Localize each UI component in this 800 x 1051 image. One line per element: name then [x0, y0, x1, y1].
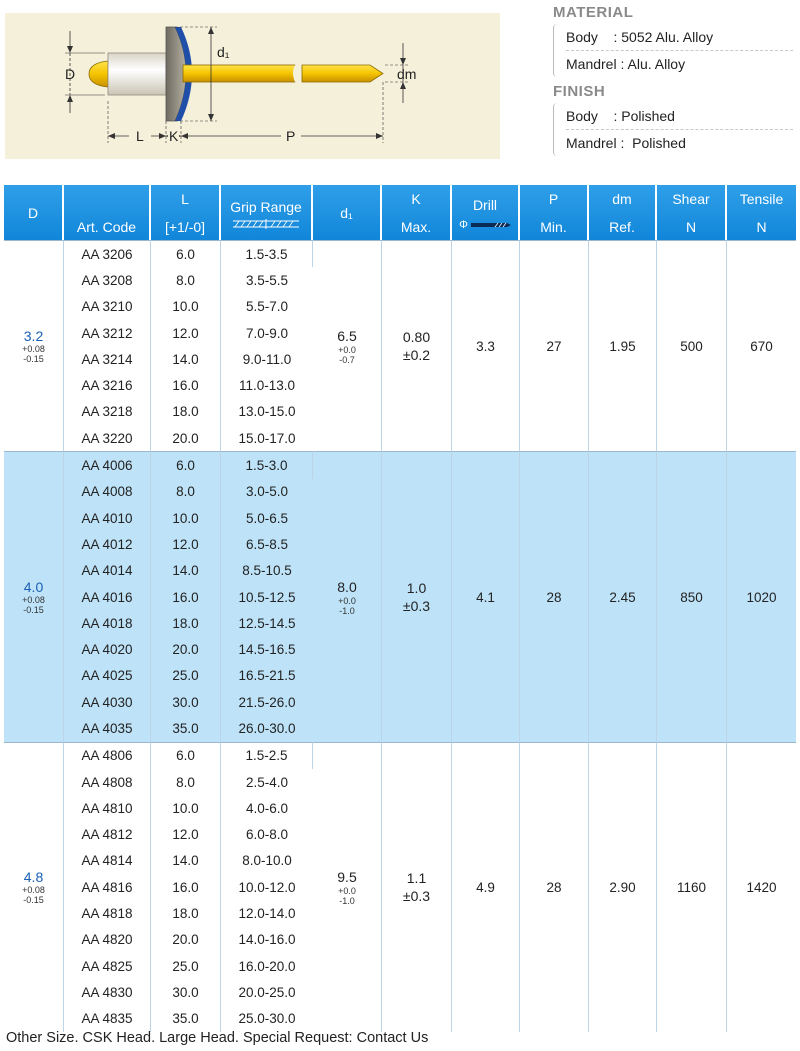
material-section	[553, 2, 793, 77]
grip-range-cell: 1.5-3.5	[221, 240, 313, 267]
art-code-cell: AA 3220	[64, 425, 151, 451]
grip-range-cell: 1.5-3.0	[221, 451, 313, 478]
length-cell: 35.0	[151, 715, 221, 741]
drill-cell: 4.9	[452, 742, 520, 1032]
art-code-cell: AA 4010	[64, 505, 151, 531]
d1-cell	[313, 451, 382, 741]
length-cell: 6.0	[151, 451, 221, 478]
d1-tol-plus: +0.0	[338, 596, 356, 606]
p-cell: 28	[520, 451, 589, 741]
col-shear: Shear N	[657, 185, 727, 240]
table-row	[4, 240, 796, 267]
length-cell: 12.0	[151, 320, 221, 346]
diameter-tol-minus: -0.15	[23, 605, 44, 615]
grip-range-cell: 13.0-15.0	[238, 404, 296, 420]
grip-range-cell: 21.5-26.0	[221, 689, 313, 715]
length-cell: 18.0	[151, 610, 221, 636]
col-l: L [+1/-0]	[151, 185, 221, 240]
material-title: MATERIAL	[553, 4, 634, 21]
grip-range-cell: 11.0-13.0	[238, 378, 296, 394]
length-cell: 6.0	[151, 742, 221, 769]
length-cell: 20.0	[151, 425, 221, 451]
art-code-cell: AA 4820	[64, 927, 151, 953]
diameter-tol-plus: +0.08	[22, 885, 45, 896]
col-k: K Max.	[382, 185, 452, 240]
group-d-3-2	[4, 240, 796, 451]
length-cell: 30.0	[151, 689, 221, 715]
p-cell: 28	[520, 742, 589, 1032]
art-code-cell: AA 4830	[64, 979, 151, 1005]
footer-note: Other Size. CSK Head. Large Head. Special Request: Contact Us	[6, 1030, 429, 1046]
grip-range-cell: 6.5-8.5	[221, 531, 313, 557]
art-code-cell: AA 4006	[64, 451, 151, 478]
tensile-cell: 1420	[727, 742, 796, 1032]
d1-tol-plus: +0.0	[338, 345, 356, 356]
label-d: D	[65, 66, 76, 82]
k-cell	[382, 451, 452, 741]
grip-range-cell: 12.5-14.5	[221, 610, 313, 636]
col-dm: dm Ref.	[589, 185, 657, 240]
length-cell: 12.0	[151, 531, 221, 557]
grip-range-cell: 26.0-30.0	[221, 715, 313, 741]
diameter-tol-minus: -0.15	[23, 354, 44, 365]
art-code-cell: AA 4814	[64, 848, 151, 874]
grip-range-cell: 7.0-9.0	[245, 325, 289, 341]
grip-range-cell: 16.5-21.5	[221, 663, 313, 689]
d1-tol-minus: -1.0	[339, 606, 355, 616]
art-code-cell: AA 4816	[64, 874, 151, 900]
art-code-cell: AA 3208	[64, 267, 151, 293]
d1-tol-plus: +0.0	[338, 886, 356, 897]
art-code-cell: AA 4030	[64, 689, 151, 715]
art-code-cell: AA 4812	[64, 822, 151, 848]
p-cell: 27	[520, 240, 589, 451]
rivet-body	[108, 53, 166, 95]
col-drill: Drill Φ	[452, 185, 520, 240]
grip-range-cell: 15.0-17.0	[238, 430, 296, 446]
finish-section	[553, 81, 793, 156]
art-code-cell: AA 4018	[64, 610, 151, 636]
d1-value: 8.0	[337, 579, 357, 595]
group-d-4-8	[4, 742, 796, 1032]
grip-range-cell: 10.5-12.5	[221, 584, 313, 610]
rivet-spec-table	[4, 185, 796, 1032]
drill-cell: 4.1	[452, 451, 520, 741]
art-code-cell: AA 4014	[64, 558, 151, 584]
material-row-body: Body : 5052 Alu. Alloy	[566, 29, 714, 45]
length-cell: 14.0	[151, 848, 221, 874]
label-l: L	[136, 128, 144, 144]
diameter-tol-plus: +0.08	[22, 344, 45, 355]
diameter-value: 4.0	[23, 579, 44, 595]
art-code-cell: AA 4025	[64, 663, 151, 689]
finish-title: FINISH	[553, 83, 606, 100]
art-code-cell: AA 4020	[64, 636, 151, 662]
grip-range-cell: 25.0-30.0	[238, 1011, 296, 1027]
art-code-cell: AA 3214	[64, 346, 151, 372]
grip-range-cell: 8.0-10.0	[242, 853, 292, 869]
length-cell: 20.0	[151, 636, 221, 662]
k-value: 0.80	[402, 329, 431, 346]
art-code-cell: AA 4835	[64, 1006, 151, 1032]
grip-range-cell: 5.5-7.0	[245, 299, 289, 315]
length-cell: 8.0	[151, 479, 221, 505]
art-code-cell: AA 3212	[64, 320, 151, 346]
shear-cell: 1160	[657, 742, 727, 1032]
col-p: P Min.	[520, 185, 589, 240]
grip-range-cell: 9.0-11.0	[242, 351, 292, 367]
col-tensile: Tensile N	[727, 185, 796, 240]
header-row	[4, 185, 796, 240]
grip-range-cell: 10.0-12.0	[238, 879, 296, 895]
diameter-tol-plus: +0.08	[22, 595, 45, 605]
length-cell: 10.0	[151, 795, 221, 821]
diameter-cell	[4, 451, 64, 741]
diameter-cell	[4, 742, 64, 1032]
k-cell	[382, 240, 452, 451]
grip-range-icon	[231, 219, 301, 229]
col-art-code: Art. Code	[64, 185, 151, 240]
tensile-cell: 1020	[727, 451, 796, 741]
finish-row-body: Body : Polished	[566, 108, 675, 124]
art-code-cell: AA 4008	[64, 479, 151, 505]
length-cell: 6.0	[151, 240, 221, 267]
d1-value: 9.5	[337, 869, 357, 886]
col-d1: d₁	[313, 185, 382, 240]
k-tolerance: ±0.3	[402, 598, 431, 614]
d1-tol-minus: -1.0	[339, 896, 355, 907]
grip-range-cell: 14.0-16.0	[238, 932, 296, 948]
length-cell: 35.0	[151, 1006, 221, 1032]
length-cell: 30.0	[151, 979, 221, 1005]
art-code-cell: AA 3218	[64, 399, 151, 425]
length-cell: 14.0	[151, 558, 221, 584]
k-tolerance: ±0.2	[402, 347, 431, 364]
drill-cell: 3.3	[452, 240, 520, 451]
finish-box	[553, 103, 793, 156]
dm-cell: 2.90	[589, 742, 657, 1032]
shear-cell: 500	[657, 240, 727, 451]
length-cell: 16.0	[151, 584, 221, 610]
group-d-4-0	[4, 451, 796, 741]
table-row	[4, 742, 796, 769]
d1-cell	[313, 240, 382, 451]
table-row	[4, 451, 796, 478]
art-code-cell: AA 4012	[64, 531, 151, 557]
grip-range-cell: 8.5-10.5	[221, 558, 313, 584]
grip-range-cell: 4.0-6.0	[245, 800, 289, 816]
diameter-cell	[4, 240, 64, 451]
dm-cell: 1.95	[589, 240, 657, 451]
length-cell: 8.0	[151, 769, 221, 795]
grip-range-cell: 20.0-25.0	[238, 984, 296, 1000]
rivet-diagram	[5, 13, 500, 159]
diameter-value: 4.8	[23, 869, 44, 886]
art-code-cell: AA 4806	[64, 742, 151, 769]
label-k: K	[169, 128, 179, 144]
art-code-cell: AA 4016	[64, 584, 151, 610]
length-cell: 10.0	[151, 505, 221, 531]
length-cell: 8.0	[151, 267, 221, 293]
art-code-cell: AA 3216	[64, 372, 151, 398]
length-cell: 20.0	[151, 927, 221, 953]
drill-bit-icon	[471, 221, 511, 229]
grip-range-cell: 12.0-14.0	[238, 906, 296, 922]
grip-range-cell: 14.5-16.5	[221, 636, 313, 662]
length-cell: 14.0	[151, 346, 221, 372]
art-code-cell: AA 4818	[64, 900, 151, 926]
length-cell: 18.0	[151, 900, 221, 926]
label-d1: d₁	[217, 44, 230, 60]
length-cell: 16.0	[151, 372, 221, 398]
label-p: P	[286, 128, 296, 144]
diameter-tol-minus: -0.15	[23, 895, 44, 906]
art-code-cell: AA 4035	[64, 715, 151, 741]
grip-range-cell: 1.5-2.5	[221, 742, 313, 769]
art-code-cell: AA 3206	[64, 240, 151, 267]
length-cell: 25.0	[151, 953, 221, 979]
shear-cell: 850	[657, 451, 727, 741]
col-d: D	[4, 185, 64, 240]
art-code-cell: AA 4808	[64, 769, 151, 795]
k-tolerance: ±0.3	[402, 888, 431, 905]
tensile-cell: 670	[727, 240, 796, 451]
length-cell: 25.0	[151, 663, 221, 689]
k-value: 1.0	[406, 580, 427, 596]
d1-cell	[313, 742, 382, 1032]
length-cell: 12.0	[151, 822, 221, 848]
grip-range-cell: 6.0-8.0	[245, 827, 289, 843]
mandrel-shaft	[183, 65, 295, 82]
rivet-drawing	[5, 13, 500, 159]
art-code-cell: AA 4810	[64, 795, 151, 821]
art-code-cell: AA 4825	[64, 953, 151, 979]
grip-range-cell: 3.5-5.5	[245, 272, 289, 288]
k-value: 1.1	[406, 870, 427, 887]
diameter-value: 3.2	[23, 328, 44, 345]
grip-range-cell: 16.0-20.0	[238, 958, 296, 974]
dm-cell: 2.45	[589, 451, 657, 741]
material-box	[553, 24, 793, 77]
length-cell: 16.0	[151, 874, 221, 900]
d1-value: 6.5	[337, 328, 357, 345]
material-row-mandrel: Mandrel : Alu. Alloy	[566, 50, 793, 77]
d1-tol-minus: -0.7	[339, 355, 355, 366]
length-cell: 18.0	[151, 399, 221, 425]
k-cell	[382, 742, 452, 1032]
grip-range-cell: 5.0-6.5	[221, 505, 313, 531]
grip-range-cell: 2.5-4.0	[245, 774, 289, 790]
mandrel-tip	[302, 65, 383, 82]
length-cell: 10.0	[151, 294, 221, 320]
grip-range-cell: 3.0-5.0	[221, 479, 313, 505]
label-dm: dm	[397, 66, 417, 82]
mandrel-head	[89, 61, 108, 87]
finish-row-mandrel: Mandrel : Polished	[566, 129, 793, 156]
art-code-cell: AA 3210	[64, 294, 151, 320]
col-grip-range: Grip Range	[221, 185, 313, 240]
